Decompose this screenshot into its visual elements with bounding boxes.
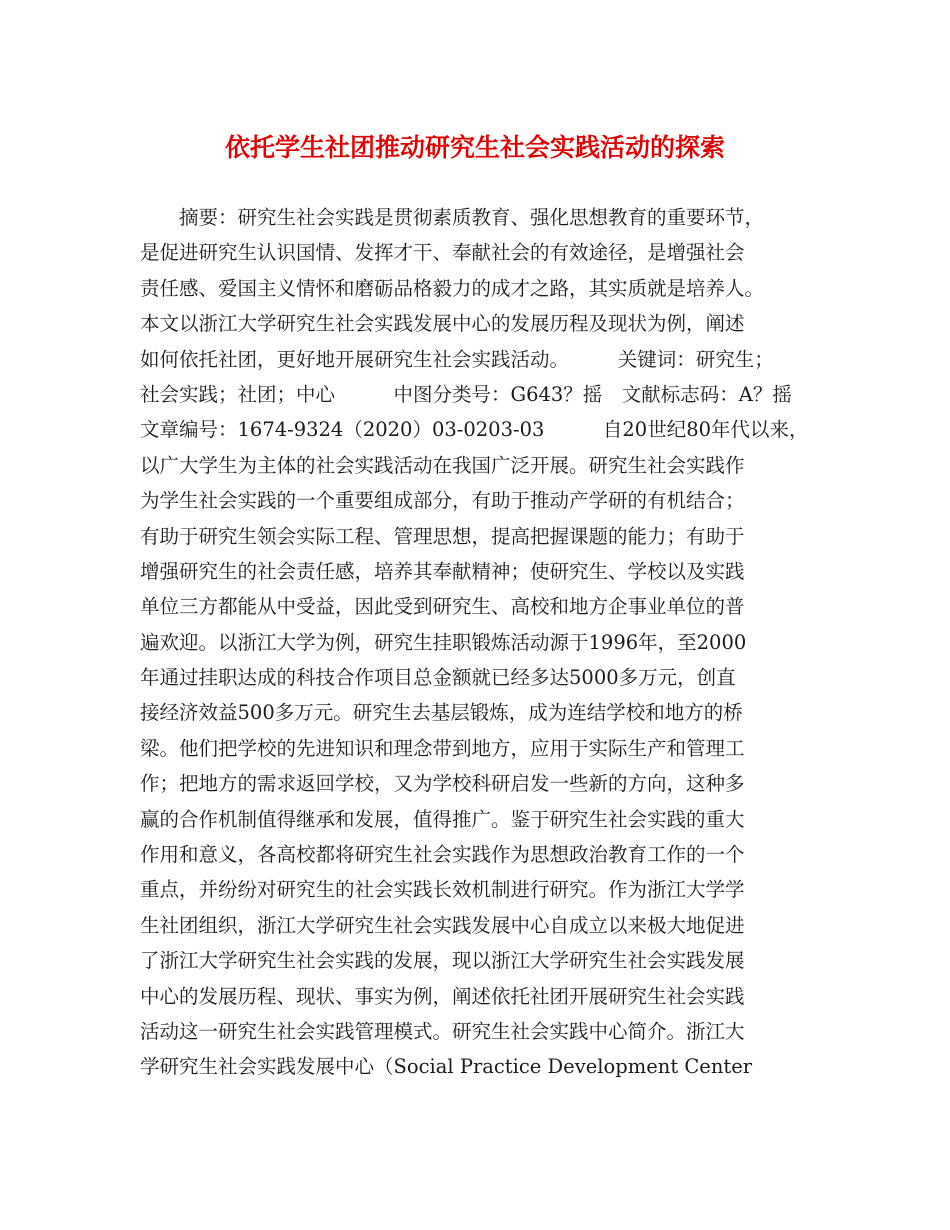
- body-line: 增强研究生的社会责任感，培养其奉献精神；使研究生、学校以及实践: [140, 559, 745, 583]
- body-line: 摘要：研究生社会实践是贯彻素质教育、强化思想教育的重要环节，: [140, 206, 765, 229]
- body-line: 以广大学生为主体的社会实践活动在我国广泛开展。研究生社会实践作: [140, 453, 745, 477]
- body-line: 本文以浙江大学研究生社会实践发展中心的发展历程及现状为例，阐述: [140, 312, 745, 336]
- body-line: 文章编号：1674-9324（2020）03-0203-03 自20世纪80年代以来，: [140, 418, 809, 442]
- body-line: 学研究生社会实践发展中心（Social Practice Development Center: [140, 1055, 753, 1079]
- body-line: 活动这一研究生社会实践管理模式。研究生社会实践中心简介。浙江大: [140, 1019, 745, 1043]
- body-line: 社会实践；社团；中心 中图分类号：G643？摇 文献标志码：A？摇: [140, 382, 792, 406]
- body-line: 了浙江大学研究生社会实践的发展，现以浙江大学研究生社会实践发展: [140, 949, 745, 973]
- body-line: 生社团组织，浙江大学研究生社会实践发展中心自成立以来极大地促进: [140, 913, 745, 937]
- body-line: 单位三方都能从中受益，因此受到研究生、高校和地方企事业单位的普: [140, 595, 745, 619]
- document-body: [140, 200, 830, 1085]
- body-line: 是促进研究生认识国情、发挥才干、奉献社会的有效途径，是增强社会: [140, 241, 745, 265]
- body-line: 有助于研究生领会实际工程、管理思想，提高把握课题的能力；有助于: [140, 524, 745, 548]
- body-line: 重点，并纷纷对研究生的社会实践长效机制进行研究。作为浙江大学学: [140, 878, 745, 902]
- document-title: 依托学生社团推动研究生社会实践活动的探索: [224, 133, 725, 162]
- body-line: 中心的发展历程、现状、事实为例，阐述依托社团开展研究生社会实践: [140, 984, 745, 1008]
- body-line: 作；把地方的需求返回学校，又为学校科研启发一些新的方向，这种多: [140, 772, 745, 796]
- body-line: 年通过挂职达成的科技合作项目总金额就已经多达5000多万元，创直: [140, 666, 736, 690]
- body-line: 责任感、爱国主义情怀和磨砺品格毅力的成才之路，其实质就是培养人。: [140, 276, 765, 300]
- body-line: 梁。他们把学校的先进知识和理念带到地方，应用于实际生产和管理工: [140, 736, 745, 760]
- body-line: 作用和意义，各高校都将研究生社会实践作为思想政治教育工作的一个: [140, 843, 745, 867]
- body-line: 为学生社会实践的一个重要组成部分，有助于推动产学研的有机结合；: [140, 489, 745, 513]
- body-line: 如何依托社团，更好地开展研究生社会实践活动。 关键词：研究生；: [140, 347, 774, 371]
- body-line: 接经济效益500多万元。研究生去基层锻炼，成为连结学校和地方的桥: [140, 701, 743, 725]
- body-line: 赢的合作机制值得继承和发展，值得推广。鉴于研究生社会实践的重大: [140, 807, 745, 831]
- body-line: 遍欢迎。以浙江大学为例，研究生挂职锻炼活动源于1996年，至2000: [140, 630, 747, 654]
